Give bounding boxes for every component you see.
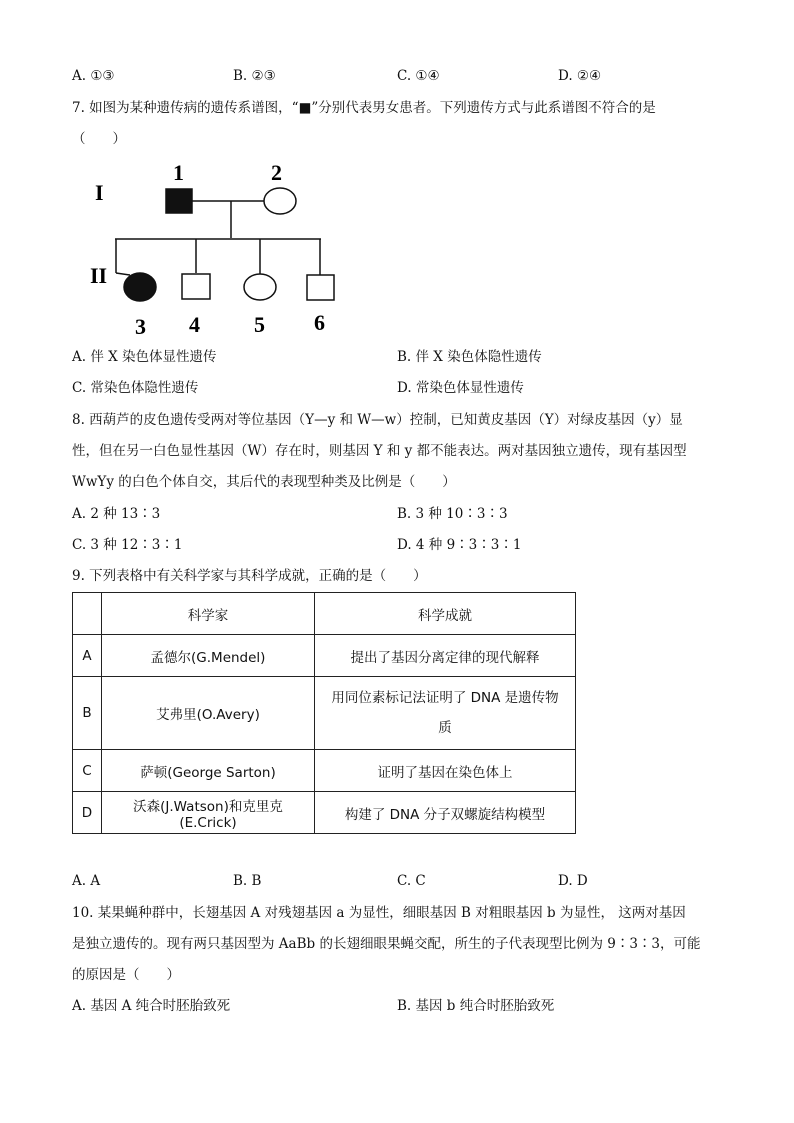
id-2: 2: [271, 160, 282, 185]
q7-option-b: B. 伴 X 染色体隐性遗传: [397, 349, 542, 365]
q7-option-a: A. 伴 X 染色体显性遗传: [72, 349, 217, 365]
achievement-cell: 构建了 DNA 分子双螺旋结构模型: [315, 792, 576, 834]
table-row: [73, 792, 576, 834]
q10-stem-line-2: 是独立遗传的。现有两只基因型为 AaBb 的长翅细眼果蝇交配，所生的子代表现型比例为 9∶3∶3，可能: [72, 936, 701, 952]
q8-stem-line-1: 8. 西葫芦的皮色遗传受两对等位基因（Y—y 和 W—w）控制，已知黄皮基因（Y）对绿皮基因（y）显: [72, 412, 683, 428]
individual-6-male: [307, 275, 334, 300]
achievement-line: 用同位素标记法证明了 DNA 是遗传物: [331, 690, 559, 706]
table-header-achievement: 科学成就: [315, 593, 576, 635]
table-header-blank: [73, 593, 102, 635]
q8-option-a: A. 2 种 13∶3: [72, 506, 161, 522]
q9-option-a: A. A: [72, 873, 101, 889]
q10-stem-line-3: 的原因是（ ）: [72, 967, 180, 983]
id-3: 3: [135, 314, 146, 339]
scientist-cell: 艾弗里(O.Avery): [102, 677, 315, 750]
q7-paren: （ ）: [72, 131, 126, 147]
q10-option-a: A. 基因 A 纯合时胚胎致死: [72, 998, 231, 1014]
id-1: 1: [173, 160, 184, 185]
achievement-cell: 提出了基因分离定律的现代解释: [315, 635, 576, 677]
q9-option-b: B. B: [233, 873, 262, 889]
q6-option-d: D. ②④: [558, 68, 602, 84]
achievement-line: 质: [438, 720, 452, 736]
individual-4-male: [182, 274, 210, 299]
q10-stem-line-1: 10. 某果蝇种群中，长翅基因 A 对残翅基因 a 为显性，细眼基因 B 对粗眼基因 b 为显性， 这两对基因: [72, 905, 686, 921]
table-row: [73, 635, 576, 677]
scientist-cell: 孟德尔(G.Mendel): [102, 635, 315, 677]
gen-i-label: I: [95, 180, 104, 205]
gen-ii-label: II: [90, 263, 108, 288]
row-label: D: [73, 792, 102, 834]
individual-1-affected-male: [166, 189, 192, 213]
row-label: B: [73, 677, 102, 750]
q8-option-d: D. 4 种 9∶3∶3∶1: [397, 537, 522, 553]
scientist-cell: 沃森(J.Watson)和克里克(E.Crick): [102, 792, 315, 834]
achievement-cell: [315, 677, 576, 750]
q6-option-c: C. ①④: [397, 68, 440, 84]
table-header-scientist: 科学家: [102, 593, 315, 635]
q6-option-b: B. ②③: [233, 68, 276, 84]
q7-option-c: C. 常染色体隐性遗传: [72, 380, 199, 396]
table-row: [73, 677, 576, 750]
q8-stem-line-2: 性，但在另一白色显性基因（W）存在时，则基因 Y 和 y 都不能表达。两对基因独立遗传，现有基因型: [72, 443, 687, 459]
q9-option-c: C. C: [397, 873, 426, 889]
q8-option-b: B. 3 种 10∶3∶3: [397, 506, 508, 522]
row-label: A: [73, 635, 102, 677]
id-5: 5: [254, 312, 265, 337]
pedigree-chart: [80, 152, 370, 342]
individual-5-female: [244, 274, 276, 300]
q9-stem: 9. 下列表格中有关科学家与其科学成就，正确的是（ ）: [72, 568, 427, 584]
id-6: 6: [314, 310, 325, 335]
table-row: [73, 750, 576, 792]
table-header-row: [73, 593, 576, 635]
row-label: C: [73, 750, 102, 792]
q7-stem: 7. 如图为某种遗传病的遗传系谱图，“■”分别代表男女患者。下列遗传方式与此系谱图不符合的是: [72, 100, 656, 116]
id-4: 4: [189, 312, 200, 337]
individual-2-female: [264, 188, 296, 214]
q7-option-d: D. 常染色体显性遗传: [397, 380, 524, 396]
q9-option-d: D. D: [558, 873, 588, 889]
q10-option-b: B. 基因 b 纯合时胚胎致死: [397, 998, 555, 1014]
individual-3-affected-female: [124, 273, 156, 301]
achievement-cell: 证明了基因在染色体上: [315, 750, 576, 792]
q8-option-c: C. 3 种 12∶3∶1: [72, 537, 183, 553]
scientist-cell: 萨顿(George Sarton): [102, 750, 315, 792]
q6-option-a: A. ①③: [72, 68, 115, 84]
scientist-table: [72, 592, 576, 834]
q8-stem-line-3: WwYy 的白色个体自交，其后代的表现型种类及比例是（ ）: [72, 474, 456, 490]
